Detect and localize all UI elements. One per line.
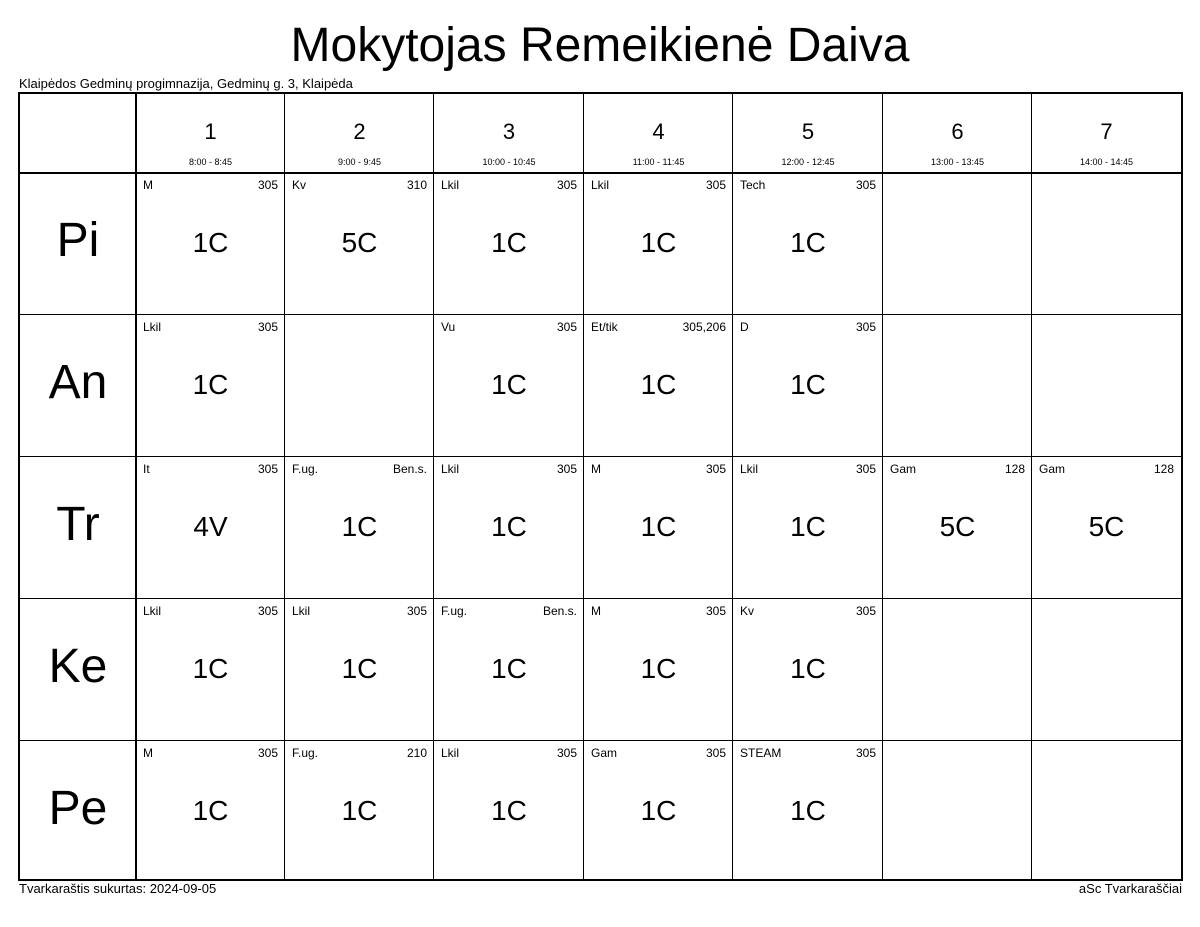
lesson-room: 305 [406,604,427,618]
period-header [136,94,285,173]
period-header [1032,94,1181,173]
lesson-cell [285,741,434,883]
lesson-class: 5C [341,227,378,258]
lesson-subject: M [143,746,153,760]
lesson-cell [285,599,434,741]
lesson-cell [584,599,733,741]
lesson-room: Ben.s. [542,604,577,618]
period-time: 10:00 - 10:45 [482,157,536,167]
lesson-room: 305 [855,462,876,476]
lesson-subject: M [591,462,601,476]
period-header [584,94,733,173]
period-header [285,94,434,173]
lesson-cell [584,315,733,457]
lesson-class: 1C [640,227,677,258]
lesson-class: 1C [640,795,677,826]
empty-cell [883,741,1032,883]
lesson-room: 305 [705,462,726,476]
lesson-subject: D [740,320,749,334]
lesson-cell [733,457,883,599]
lesson-subject: Lkil [292,604,311,618]
lesson-subject: M [591,604,601,618]
period-header [434,94,584,173]
lesson-subject: F.ug. [292,746,319,760]
day-label: Pe [48,782,108,835]
lesson-class: 1C [341,511,378,542]
empty-cell [285,315,434,457]
day-label: An [48,356,108,409]
timetable-grid [18,92,1183,881]
period-time: 8:00 - 8:45 [188,157,233,167]
period-time: 14:00 - 14:45 [1079,157,1134,167]
period-time: 9:00 - 9:45 [337,157,382,167]
period-number: 1 [204,119,217,144]
empty-cell [1032,599,1181,741]
lesson-room: 305 [855,320,876,334]
lesson-room: 305 [855,178,876,192]
lesson-cell [584,173,733,315]
lesson-room: 305 [556,462,577,476]
empty-cell [1032,741,1181,883]
lesson-room: 305 [257,178,278,192]
lesson-subject: Lkil [740,462,759,476]
lesson-class: 1C [192,227,229,258]
lesson-subject: Lkil [441,462,460,476]
lesson-cell [883,457,1032,599]
empty-cell [883,173,1032,315]
lesson-room: 128 [1004,462,1025,476]
lesson-class: 1C [790,511,826,542]
lesson-class: 1C [341,795,378,826]
lesson-class: 1C [491,227,527,258]
period-number: 3 [502,119,516,144]
period-number: 2 [353,119,366,144]
lesson-subject: Gam [1039,462,1066,476]
lesson-cell [136,315,285,457]
lesson-room: 305 [705,178,726,192]
lesson-room: 305 [257,604,278,618]
lesson-cell [434,173,584,315]
period-time: 11:00 - 11:45 [632,157,685,167]
lesson-subject: Kv [740,604,755,618]
lesson-cell [136,741,285,883]
lesson-cell [434,599,584,741]
lesson-class: 1C [790,369,826,400]
lesson-room: 305 [556,746,577,760]
lesson-subject: It [143,462,150,476]
lesson-subject: F.ug. [441,604,468,618]
lesson-class: 4V [193,511,228,542]
lesson-cell [1032,457,1181,599]
empty-cell [883,599,1032,741]
lesson-cell [584,741,733,883]
lesson-subject: Kv [292,178,307,192]
lesson-cell [136,173,285,315]
lesson-subject: Lkil [441,178,460,192]
lesson-subject: STEAM [740,746,782,760]
lesson-subject: Gam [591,746,618,760]
lesson-room: 305 [556,178,577,192]
day-label: Pi [56,214,100,267]
footer-brand: aSc Tvarkaraščiai [1078,881,1182,896]
lesson-class: 1C [491,653,527,684]
period-header [733,94,883,173]
period-number: 7 [1100,119,1113,144]
lesson-class: 1C [192,795,229,826]
period-time: 12:00 - 12:45 [781,157,835,167]
lesson-subject: F.ug. [292,462,319,476]
lesson-room: 305 [257,746,278,760]
lesson-cell [434,741,584,883]
period-number: 4 [652,119,665,144]
lesson-class: 1C [491,369,527,400]
day-label: Tr [56,498,100,551]
lesson-cell [733,599,883,741]
lesson-room: 305 [705,746,726,760]
lesson-room: 305 [257,320,278,334]
lesson-subject: Tech [740,178,766,192]
lesson-subject: M [143,178,153,192]
lesson-class: 1C [491,511,527,542]
page-title: Mokytojas Remeikienė Daiva [290,19,910,72]
lesson-subject: Et/tik [591,320,618,334]
lesson-class: 1C [192,369,229,400]
lesson-class: 1C [790,653,826,684]
lesson-room: 128 [1153,462,1174,476]
lesson-room: 305,206 [682,320,726,334]
lesson-class: 1C [790,227,826,258]
lesson-room: 305 [257,462,278,476]
lesson-cell [285,173,434,315]
lesson-class: 1C [640,369,677,400]
lesson-class: 5C [939,511,976,542]
lesson-subject: Lkil [591,178,610,192]
lesson-cell [285,457,434,599]
lesson-subject: Lkil [143,604,162,618]
lesson-room: 305 [855,746,876,760]
lesson-cell [584,457,733,599]
lesson-room: Ben.s. [392,462,427,476]
lesson-cell [136,599,285,741]
lesson-room: 305 [556,320,577,334]
lesson-class: 1C [640,511,677,542]
period-number: 6 [951,119,964,144]
school-address: Klaipėdos Gedminų progimnazija, Gedminų g. 3, Klaipėda [19,76,353,91]
lesson-cell [733,741,883,883]
lesson-cell [434,457,584,599]
lesson-class: 1C [790,795,826,826]
lesson-class: 1C [341,653,378,684]
lesson-cell [136,457,285,599]
empty-cell [1032,315,1181,457]
day-label: Ke [48,640,108,693]
lesson-room: 305 [705,604,726,618]
lesson-class: 5C [1088,511,1125,542]
lesson-room: 210 [406,746,427,760]
lesson-class: 1C [640,653,677,684]
lesson-cell [434,315,584,457]
empty-cell [1032,173,1181,315]
lesson-cell [733,173,883,315]
lesson-room: 310 [406,178,427,192]
empty-cell [883,315,1032,457]
lesson-subject: Lkil [441,746,460,760]
lesson-class: 1C [491,795,527,826]
footer-created-date: Tvarkaraštis sukurtas: 2024-09-05 [19,881,217,896]
period-header [883,94,1032,173]
period-time: 13:00 - 13:45 [930,157,985,167]
lesson-class: 1C [192,653,229,684]
lesson-subject: Lkil [143,320,162,334]
lesson-subject: Vu [441,320,456,334]
period-number: 5 [801,119,815,144]
lesson-cell [733,315,883,457]
lesson-room: 305 [855,604,876,618]
lesson-subject: Gam [890,462,917,476]
